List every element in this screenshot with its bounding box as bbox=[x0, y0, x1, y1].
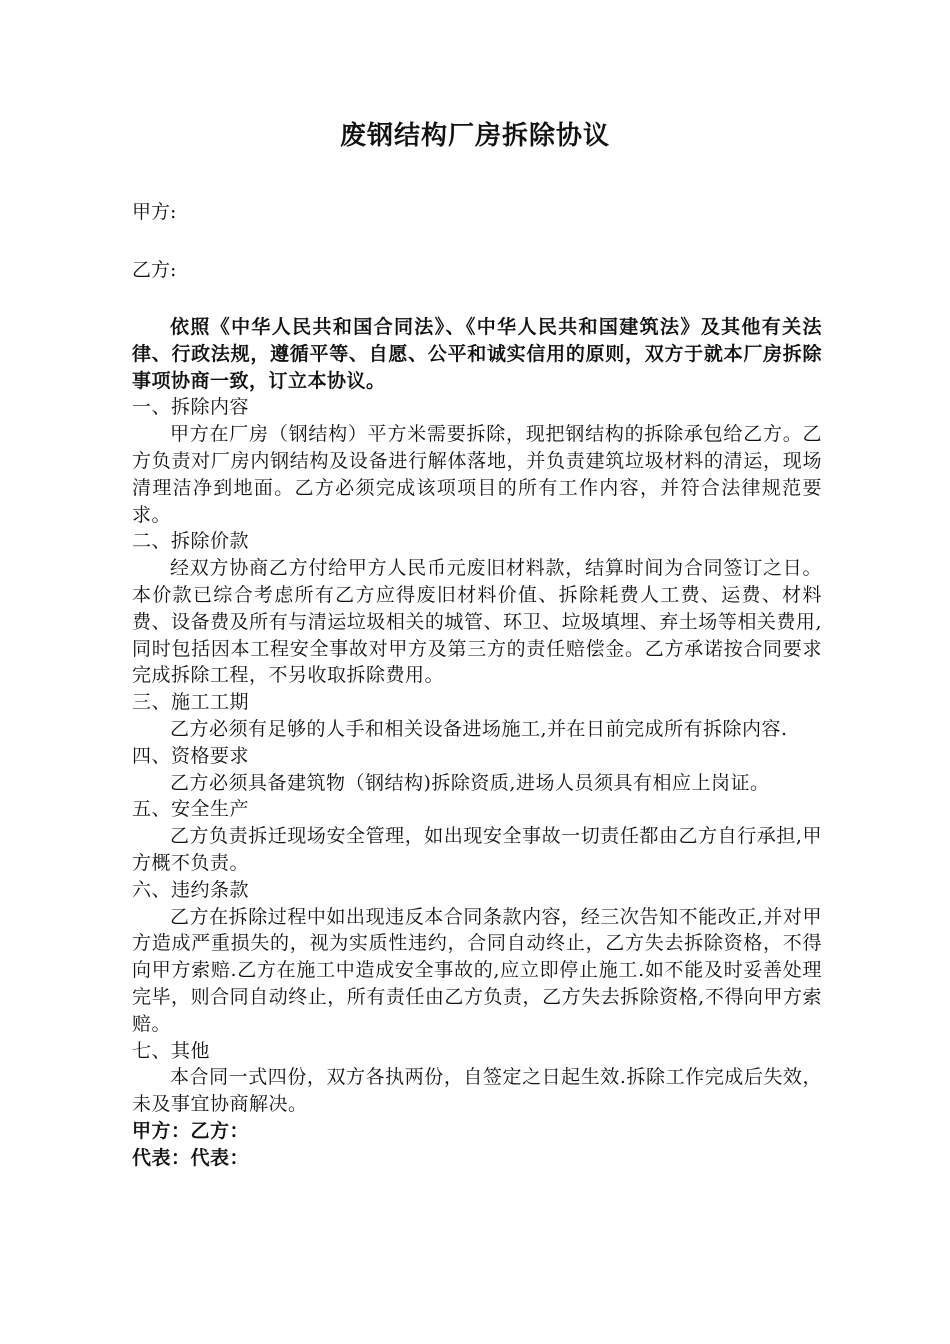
section-heading: 六、违约条款 bbox=[132, 878, 250, 901]
section-body: 甲方在厂房（钢结构）平方米需要拆除，现把钢结构的拆除承包给乙方。乙方负责对厂房内钢结构及设备进行解体落地，并负责建筑垃圾材料的清运，现场清理洁净到地面。乙方必须完成该项项目的所有工作内容，并符合法律规范要求。 bbox=[132, 423, 822, 526]
section-heading: 五、安全生产 bbox=[132, 798, 250, 821]
section-body: 乙方负责拆迁现场安全管理，如出现安全事故一切责任都由乙方自行承担,甲方概不负责。 bbox=[132, 825, 822, 874]
section-body: 本合同一式四份，双方各执两份，自签定之日起生效.拆除工作完成后失效，未及事宜协商解决。 bbox=[132, 1066, 822, 1116]
section-heading: 四、资格要求 bbox=[132, 744, 250, 767]
section-heading: 二、拆除价款 bbox=[132, 530, 250, 553]
section-body: 乙方在拆除过程中如出现违反本合同条款内容，经三次告知不能改正,并对甲方造成严重损失的，视为实质性违约，合同自动终止，乙方失去拆除资格，不得向甲方索赔.乙方在施工中造成安全事故的,应立即停止施工.如不能及时妥善处理完毕，则合同自动终止，所有责任由乙方负责，乙方失去拆除资格,不得向甲方索赔。 bbox=[132, 905, 822, 1035]
agreement-body bbox=[132, 314, 822, 1172]
section-body: 乙方必须有足够的人手和相关设备进场施工,并在日前完成所有拆除内容. bbox=[170, 717, 788, 740]
document-title: 废钢结构厂房拆除协议 bbox=[339, 121, 610, 151]
party-b-label: 乙方: bbox=[132, 259, 177, 281]
party-a-label: 甲方: bbox=[132, 201, 177, 223]
section-heading: 七、其他 bbox=[132, 1039, 211, 1062]
section-body: 经双方协商乙方付给甲方人民币元废旧材料款，结算时间为合同签订之日。本价款已综合考虑所有乙方应得废旧材料价值、拆除耗费人工费、运费、材料费、设备费及所有与清运垃圾相关的城管、环卫、垃圾填埋、弃土场等相关费用,同时包括因本工程安全事故对甲方及第三方的责任赔偿金。乙方承诺按合同要求完成拆除工程，不另收取拆除费用。 bbox=[132, 557, 822, 687]
representative-line: 代表：代表： bbox=[132, 1146, 250, 1169]
signature-line: 甲方：乙方： bbox=[132, 1119, 250, 1142]
intro-paragraph: 依照《中华人民共和国合同法》、《中华人民共和国建筑法》及其他有关法律、行政法规，遵循平等、自愿、公平和诚实信用的原则，双方于就本厂房拆除事项协商一致，订立本协议。 bbox=[132, 316, 822, 392]
section-body: 乙方必须具备建筑物（钢结构)拆除资质,进场人员须具有相应上岗证。 bbox=[170, 771, 770, 794]
section-heading: 三、施工工期 bbox=[132, 691, 250, 714]
section-heading: 一、拆除内容 bbox=[132, 396, 250, 419]
